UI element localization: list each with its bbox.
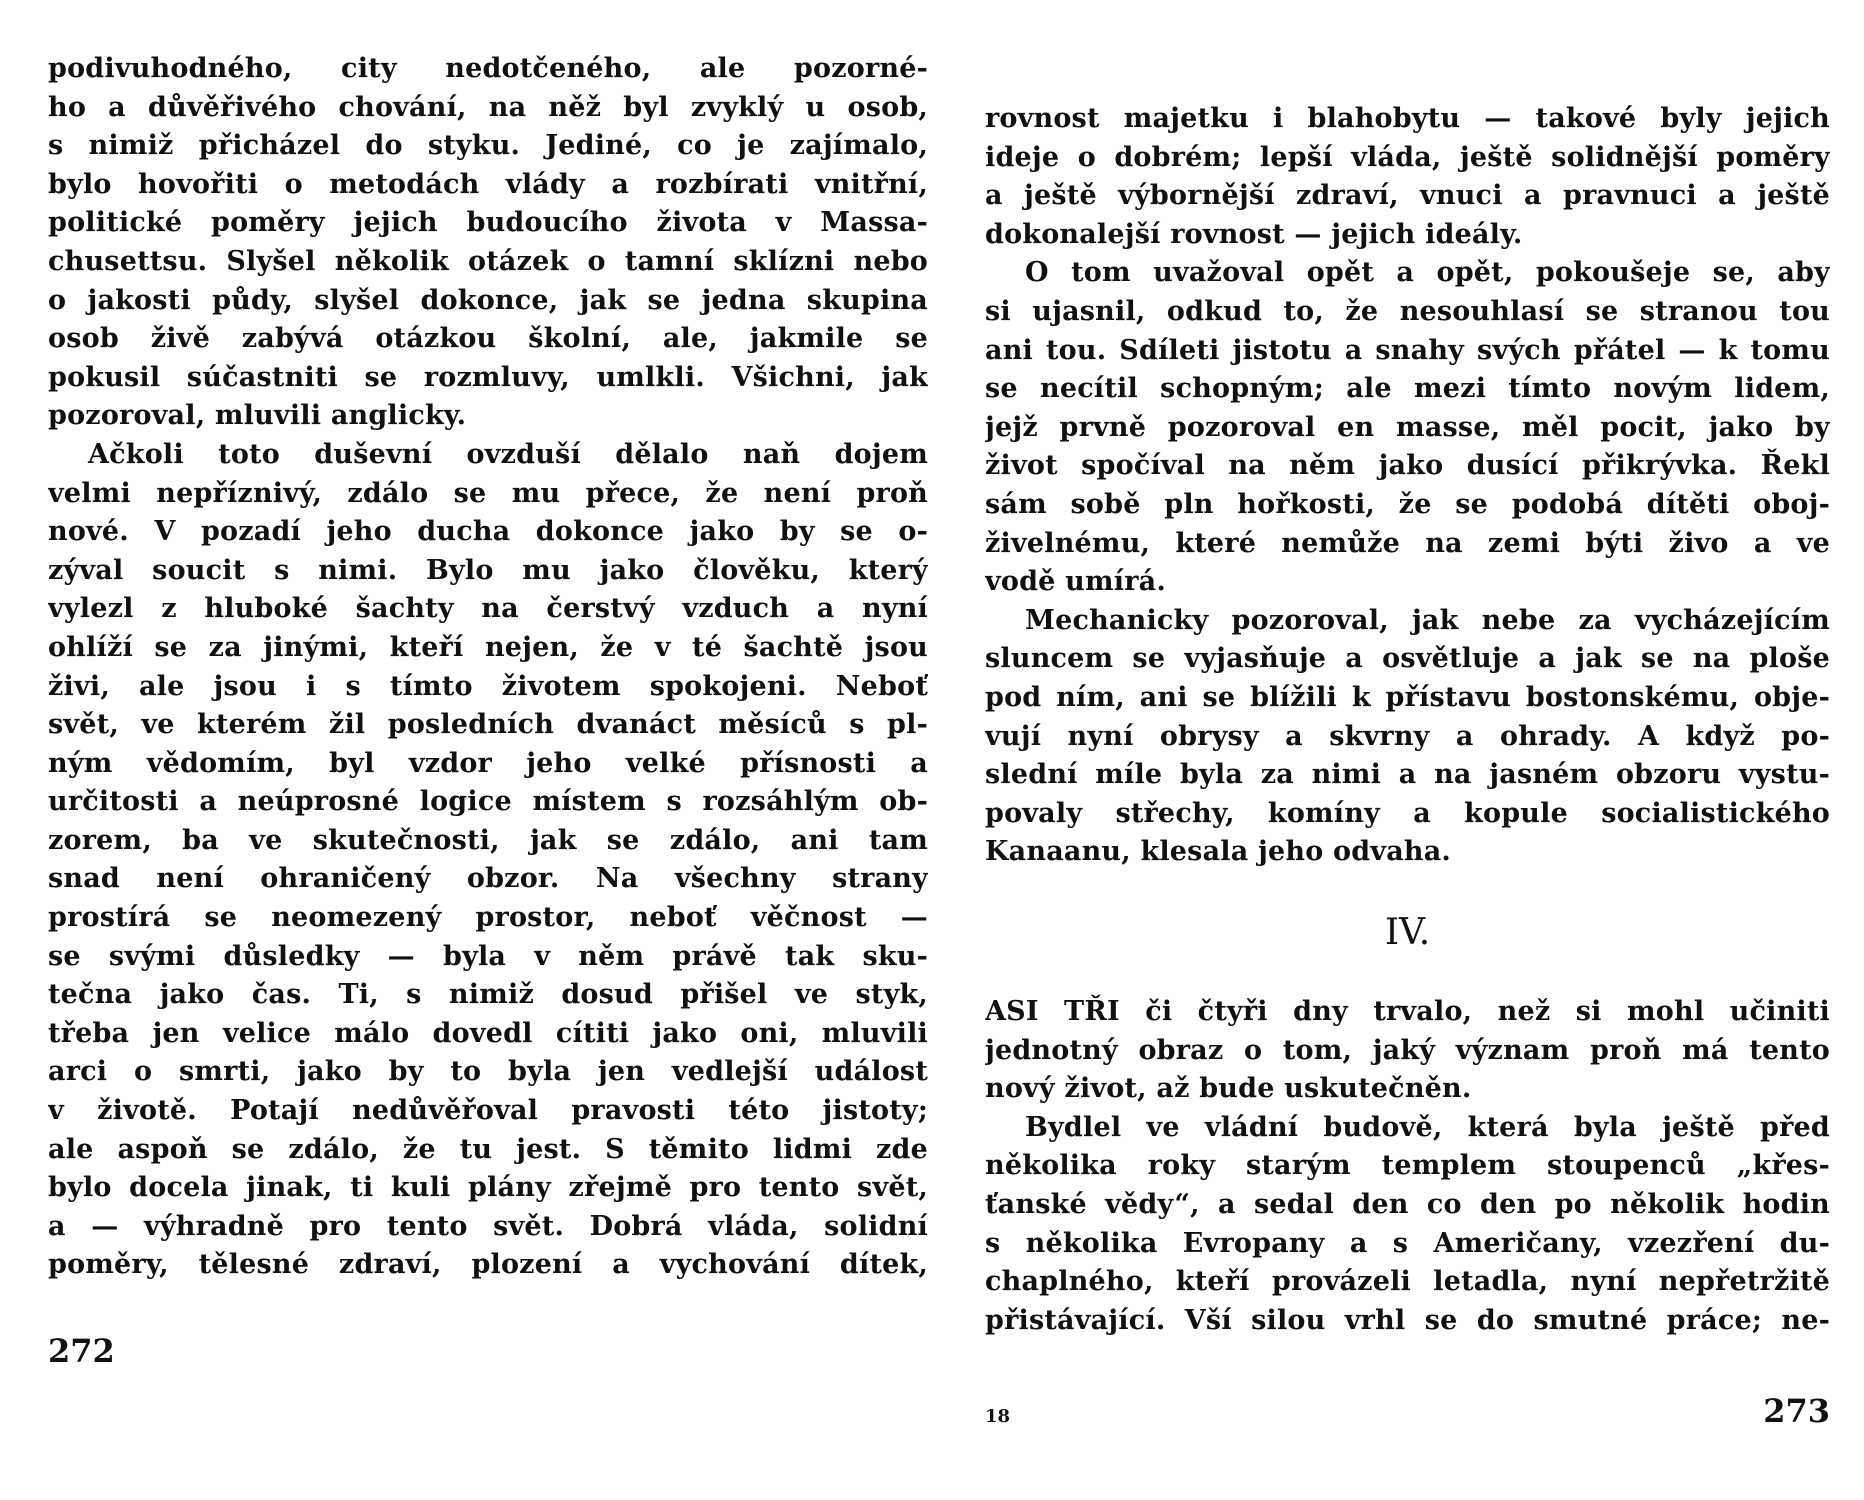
page-number: 273: [1763, 1392, 1830, 1430]
text-line: živi, ale jsou i s tímto životem spokojeni. Neboť: [48, 670, 928, 702]
text-line: ideje o dobrém; lepší vláda, ještě solidnější poměry: [985, 141, 1830, 173]
text-line: podivuhodného, city nedotčeného, ale pozorné-: [48, 53, 928, 84]
text-line: určitosti a neúprosné logice místem s rozsáhlým ob-: [48, 786, 928, 818]
text-line: ani tou. Sdíleti jistotu a snahy svých přátel — k tomu: [985, 334, 1830, 366]
text-line: osob živě zabývá otázkou školní, ale, jakmile se: [48, 323, 928, 355]
text-line: vylezl z hluboké šachty na čerstvý vzduch a nyní: [48, 593, 928, 625]
text-line: s nimiž přicházel do styku. Jediné, co je zajímalo,: [48, 130, 928, 162]
text-line: poměry, tělesné zdraví, plození a vychování dítek,: [48, 1249, 928, 1281]
text-line: sám sobě pln hořkosti, že se podobá dítěti oboj-: [985, 488, 1830, 520]
text-line: ASI TŘI či čtyři dny trvalo, než si mohl učiniti: [985, 996, 1830, 1027]
left-page: [48, 0, 928, 1420]
text-line: se necítil schopným; ale mezi tímto novým lidem,: [985, 373, 1830, 405]
text-line: politické poměry jejich budoucího života v Massa-: [48, 207, 928, 239]
text-line: ohlíží se za jinými, kteří nejen, že v té šachtě jsou: [48, 631, 928, 663]
text-line: třeba jen velice málo dovedl cítiti jako oni, mluvili: [48, 1017, 928, 1049]
text-line: vují nyní obrysy a skvrny a ohrady. A když po-: [985, 720, 1830, 752]
text-line: arci o smrti, jako by to byla jen vedlejší událost: [48, 1056, 928, 1088]
text-line: si ujasnil, odkud to, že nesouhlasí se stranou tou: [985, 295, 1830, 327]
text-line: nový život, až bude uskutečněn.: [985, 1073, 1472, 1105]
right-page: [985, 0, 1830, 1460]
text-line: Bydlel ve vládní budově, která byla ještě před: [1025, 1111, 1830, 1143]
text-line: bylo hovořiti o metodách vlády a rozbírati vnitřní,: [48, 168, 928, 200]
text-line: Mechanicky pozoroval, jak nebe za vycházejícím: [1025, 604, 1830, 636]
text-line: ťanské vědy“, a sedal den co den po několik hodin: [985, 1188, 1830, 1220]
right-page-text-upper: [985, 100, 1830, 872]
left-page-text: [48, 50, 928, 1285]
text-line: zýval soucit s nimi. Bylo mu jako člověku, který: [48, 554, 928, 586]
text-line: jednotný obraz o tom, jaký význam proň má tento: [985, 1034, 1830, 1066]
text-line: ale aspoň se zdálo, že tu jest. S těmito lidmi zde: [48, 1133, 928, 1165]
text-line: s několika Evropany a s Američany, vzezření du-: [985, 1227, 1830, 1259]
text-line: živelnému, které nemůže na zemi býti živo a ve: [985, 527, 1830, 559]
text-line: pozoroval, mluvili anglicky.: [48, 400, 467, 432]
text-line: pod ním, ani se blížili k přístavu bostonskému, obje-: [985, 681, 1830, 713]
text-line: prostírá se neomezený prostor, neboť věčnost —: [48, 902, 928, 934]
text-line: velmi nepříznivý, zdálo se mu přece, že není proň: [48, 477, 928, 509]
text-line: o jakosti půdy, slyšel dokonce, jak se jedna skupina: [48, 284, 928, 316]
text-line: O tom uvažoval opět a opět, pokoušeje se, aby: [1025, 257, 1830, 289]
text-line: bylo docela jinak, ti kuli plány zřejmě pro tento svět,: [48, 1172, 928, 1204]
text-line: se svými důsledky — byla v něm právě tak sku-: [48, 940, 928, 972]
text-line: rovnost majetku i blahobytu — takové byly jejich: [985, 103, 1830, 134]
text-line: v životě. Potají nedůvěřoval pravosti této jistoty;: [48, 1095, 928, 1127]
text-line: sluncem se vyjasňuje a osvětluje a jak se na ploše: [985, 643, 1830, 675]
text-line: chaplného, kteří provázeli letadla, nyní nepřetržitě: [985, 1266, 1830, 1298]
text-line: přistávající. Vší silou vrhl se do smutné práce; ne-: [985, 1304, 1830, 1336]
text-line: a ještě výbornější zdraví, vnuci a pravnuci a ještě: [985, 180, 1830, 212]
text-line: snad není ohraničený obzor. Na všechny strany: [48, 863, 928, 895]
text-line: vodě umírá.: [985, 566, 1166, 598]
text-line: a — výhradně pro tento svět. Dobrá vláda, solidní: [48, 1210, 928, 1242]
printer-signature-mark: 18: [985, 1406, 1011, 1427]
text-line: ným vědomím, byl vzdor jeho velké přísnosti a: [48, 747, 928, 779]
page-number: 272: [48, 1332, 115, 1370]
chapter-heading: IV.: [1384, 912, 1431, 953]
text-line: zorem, ba ve skutečnosti, jak se zdálo, ani tam: [48, 824, 928, 856]
text-line: Kanaanu, klesala jeho odvaha.: [985, 836, 1452, 868]
text-line: tečna jako čas. Ti, s nimiž dosud přišel ve styk,: [48, 979, 928, 1011]
text-line: slední míle byla za nimi a na jasném obzoru vystu-: [985, 759, 1830, 791]
text-line: jejž prvně pozoroval en masse, měl pocit, jako by: [985, 411, 1830, 443]
right-page-text-lower: [985, 993, 1830, 1340]
text-line: Ačkoli toto duševní ovzduší dělalo naň dojem: [88, 438, 928, 470]
text-line: několika roky starým templem stoupenců „křes-: [985, 1150, 1830, 1182]
text-line: nové. V pozadí jeho ducha dokonce jako by se o-: [48, 516, 928, 548]
text-line: svět, ve kterém žil posledních dvanáct měsíců s pl-: [48, 709, 928, 741]
text-line: ho a důvěřivého chování, na něž byl zvyklý u osob,: [48, 91, 928, 123]
text-line: dokonalejší rovnost — jejich ideály.: [985, 218, 1523, 250]
text-line: povaly střechy, komíny a kopule socialistického: [985, 797, 1830, 829]
text-line: pokusil súčastniti se rozmluvy, umlkli. Všichni, jak: [48, 361, 928, 393]
text-line: chusettsu. Slyšel několik otázek o tamní sklízni nebo: [48, 245, 928, 277]
text-line: život spočíval na něm jako dusící přikrývka. Řekl: [985, 450, 1830, 482]
